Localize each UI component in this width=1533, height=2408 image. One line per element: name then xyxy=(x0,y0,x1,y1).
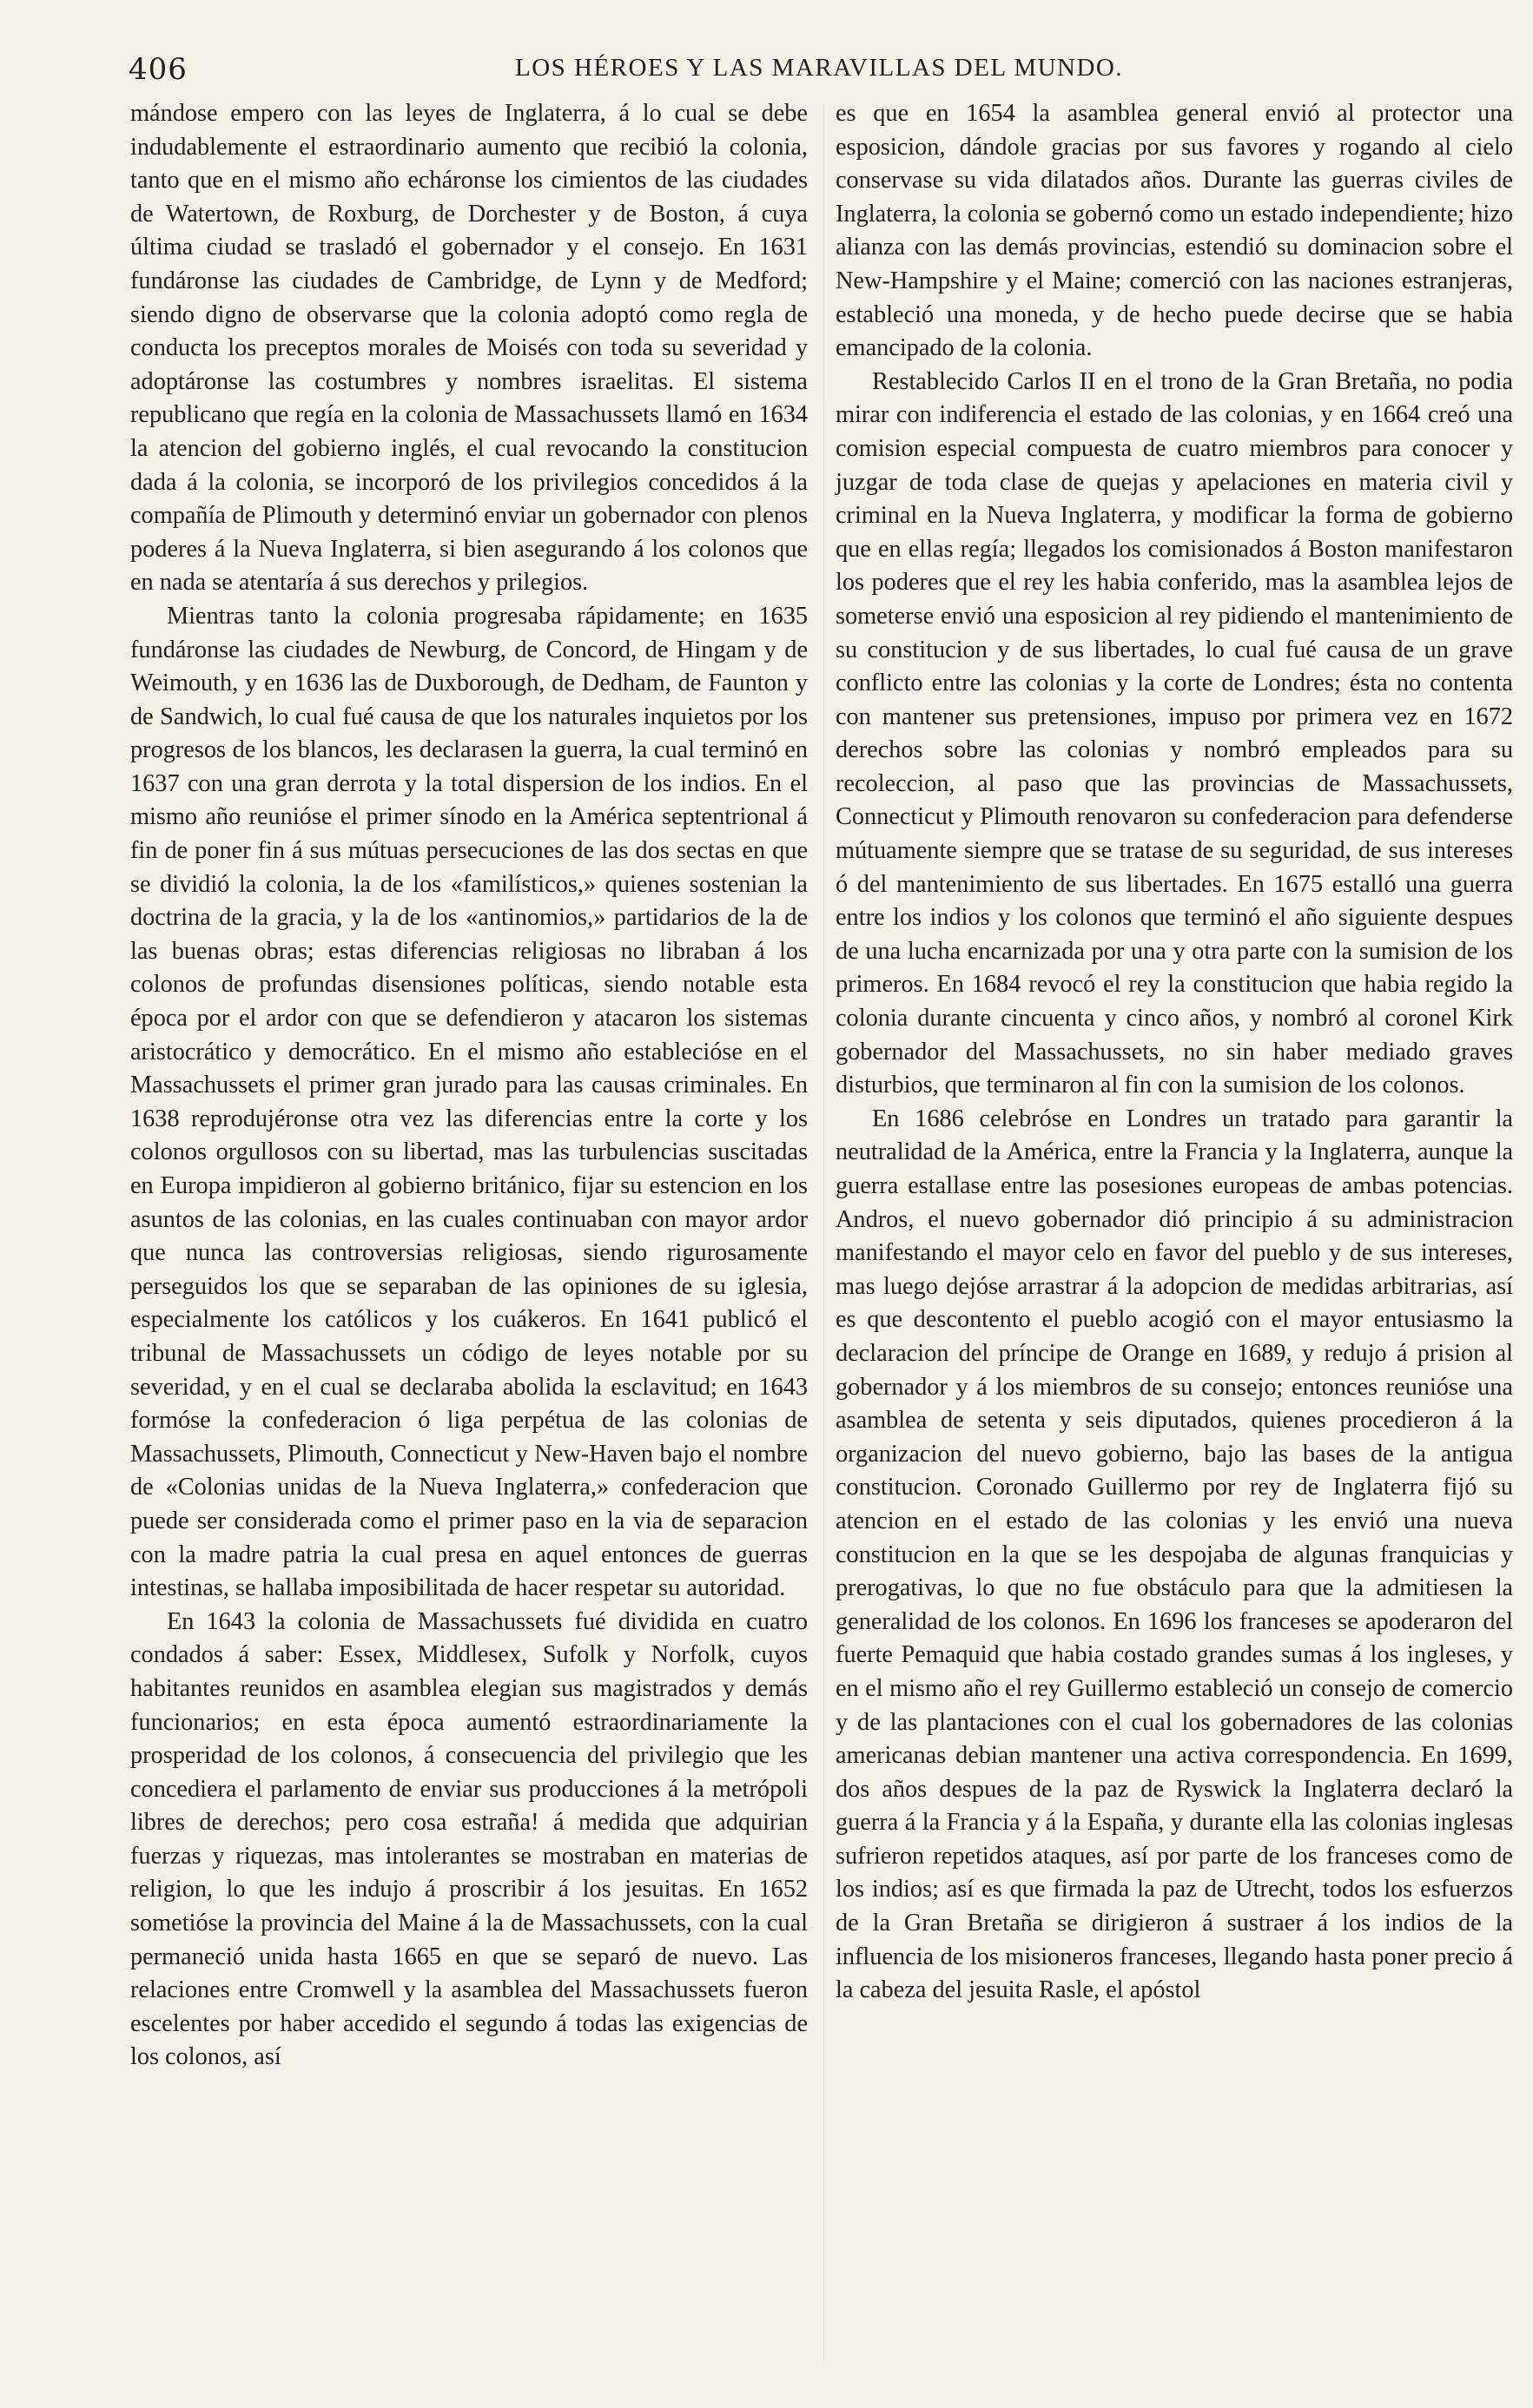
left-paragraph-1: mándose empero con las leyes de Inglaterra, á lo cual se debe indudablemente el estraordinario aumento que recibió la colonia, tanto que en el mismo año echáronse los cimientos de las ciudades de Watertown, de Roxburg, de Dorchester y de Boston, á cuya última ciudad se trasladó el gobernador y el consejo. En 1631 fundáronse las ciudades de Cambridge, de Lynn y de Medford; siendo digno de observarse que la colonia adoptó como regla de conducta los preceptos morales de Moisés con toda su severidad y adoptáronse las costumbres y nombres israelitas. El sistema republicano que regía en la colonia de Massachussets llamó en 1634 la atencion del gobierno inglés, el cual revocando la constitucion dada á la colonia, se incorporó de los privilegios concedidos á la compañía de Plimouth y determinó enviar un gobernador con plenos poderes á la Nueva Inglaterra, si bien asegurando á los colonos que en nada se atentaría á sus derechos y prilegios. xyxy=(130,100,808,597)
page-number: 406 xyxy=(129,52,188,87)
right-paragraph-3: En 1686 celebróse en Londres un tratado para garantir la neutralidad de la América, entre la Francia y la Inglaterra, aunque la guerra estallase entre las posesiones europeas de ambas potencias. Andros, el nuevo gobernador dió principio á su administracion manifestando el mayor celo en favor del pueblo y de sus intereses, mas luego dejóse arrastrar á la adopcion de medidas arbitrarias, así es que descontento el pueblo acogió con el mayor entusiasmo la declaracion del príncipe de Orange en 1689, y redujo á prision al gobernador y á los miembros de su consejo; entonces reunióse una asamblea de setenta y seis diputados, quienes procedieron á la organizacion del nuevo gobierno, bajo las bases de la antigua constitucion. Coronado Guillermo por rey de Inglaterra fijó su atencion en el estado de las colonias y les envió una nueva constitucion en la que se les despojaba de algunas franquicias y prerogativas, lo que no fue obstáculo para que la admitiesen la generalidad de los colonos. En 1696 los franceses se apoderaron del fuerte Pemaquid que habia costado grandes sumas á los ingleses, y en el mismo año el rey Guillermo estableció un consejo de comercio y de las plantaciones con el cual los gobernadores de las colonias americanas debian mantener una activa correspondencia. En 1699, dos años despues de la paz de Ryswick la Inglaterra declaró la guerra á la Francia y á la España, y durante ella las colonias inglesas sufrieron repetidos ataques, así por parte de los franceses como de los indios; así es que firmada la paz de Utrecht, todos los esfuerzos de la Gran Bretaña se dirigieron á sustraer á los indios de la influencia de los misioneros franceses, llegando hasta poner precio á la cabeza del jesuita Rasle, el apóstol xyxy=(836,1105,1513,2004)
left-column xyxy=(130,97,808,2075)
left-paragraph-3: En 1643 la colonia de Massachussets fué dividida en cuatro condados á saber: Essex, Middlesex, Sufolk y Norfolk, cuyos habitantes reunidos en asamblea elegian sus magistrados y demás funcionarios; en esta época aumentó estraordinariamente la prosperidad de los colonos, á consecuencia del privilegio que les concediera el parlamento de enviar sus producciones á la metrópoli libres de derechos; pero cosa estraña! á medida que adquirian fuerzas y riquezas, mas intolerantes se mostraban en materias de religion, lo que les indujo á proscribir á los jesuitas. En 1652 sometióse la provincia del Maine á la de Massachussets, con la cual permaneció unida hasta 1665 en que se separó de nuevo. Las relaciones entre Cromwell y la asamblea del Massachussets fueron escelentes por haber accedido el segundo á todas las exigencias de los colonos, así xyxy=(130,1607,808,2071)
page-header xyxy=(129,52,1518,90)
column-divider xyxy=(823,104,824,2362)
right-column xyxy=(836,97,1513,2008)
right-paragraph-1: es que en 1654 la asamblea general envió al protector una esposicion, dándole gracias por sus favores y rogando al cielo conservase su vida dilatados años. Durante las guerras civiles de Inglaterra, la colonia se gobernó como un estado independiente; hizo alianza con las demás provincias, estendió su dominacion sobre el New-Hampshire y el Maine; comerció con las naciones estranjeras, estableció una moneda, y de hecho puede decirse que se habia emancipado de la colonia. xyxy=(836,100,1513,362)
running-title: LOS HÉROES Y LAS MARAVILLAS DEL MUNDO. xyxy=(515,54,1124,82)
right-paragraph-2: Restablecido Carlos II en el trono de la Gran Bretaña, no podia mirar con indiferencia el estado de las colonias, y en 1664 creó una comision especial compuesta de cuatro miembros para conocer y juzgar de toda clase de quejas y apelaciones en materia civil y criminal en la Nueva Inglaterra, y modificar la forma de gobierno que en ellas regía; llegados los comisionados á Boston manifestaron los poderes que el rey les habia conferido, mas la asamblea lejos de someterse envió una esposicion al rey pidiendo el mantenimiento de su constitucion y de sus libertades, lo cual fué causa de un grave conflicto entre las colonias y la corte de Londres; ésta no contenta con mantener sus pretensiones, impuso por primera vez en 1672 derechos sobre las colonias y nombró empleados para su recoleccion, al paso que las provincias de Massachussets, Connecticut y Plimouth renovaron su confederacion para defenderse mútuamente siempre que se tratase de su seguridad, de sus intereses ó del mantenimiento de sus libertades. En 1675 estalló una guerra entre los indios y los colonos que terminó el año siguiente despues de una lucha encarnizada por una y otra parte con la sumision de los primeros. En 1684 revocó el rey la constitucion que habia regido la colonia durante cincuenta y cinco años, y nombró al coronel Kirk gobernador del Massachussets, no sin haber mediado graves disturbios, que terminaron al fin con la sumision de los colonos. xyxy=(836,367,1513,1099)
left-paragraph-2: Mientras tanto la colonia progresaba rápidamente; en 1635 fundáronse las ciudades de Newburg, de Concord, de Hingam y de Weimouth, y en 1636 las de Duxborough, de Dedham, de Faunton y de Sandwich, lo cual fué causa de que los naturales inquietos por los progresos de los blancos, les declarasen la guerra, la cual terminó en 1637 con una gran derrota y la total dispersion de los indios. En el mismo año reunióse el primer sínodo en la América septentrional á fin de poner fin á sus mútuas persecuciones de las dos sectas en que se dividió la colonia, la de los «familísticos,» quienes sostenian la doctrina de la gracia, y la de los «antinomios,» partidarios de la de las buenas obras; estas diferencias religiosas no libraban á los colonos de profundas disensiones políticas, siendo notable esta época por el ardor con que se defendieron y atacaron los sistemas aristocrático y democrático. En el mismo año establecióse en el Massachussets el primer gran jurado para las causas criminales. En 1638 reprodujéronse otra vez las diferencias entre la corte y los colonos orgullosos con su libertad, mas las turbulencias suscitadas en Europa impidieron al gobierno británico, fijar su estencion en los asuntos de las colonias, en las cuales continuaban con mayor ardor que nunca las controversias religiosas, siendo rigurosamente perseguidos los que se separaban de las opiniones de su iglesia, especialmente los católicos y los cuákeros. En 1641 publicó el tribunal de Massachussets un código de leyes notable por su severidad, y en el cual se declaraba abolida la esclavitud; en 1643 formóse la confederacion ó liga perpétua de las colonias de Massachussets, Plimouth, Connecticut y New-Haven bajo el nombre de «Colonias unidas de la Nueva Inglaterra,» confederacion que puede ser considerada como el primer paso en la via de separacion con la madre patria la cual presa en aquel entonces de guerras intestinas, se hallaba imposibilitada de hacer respetar su autoridad. xyxy=(130,602,808,1602)
